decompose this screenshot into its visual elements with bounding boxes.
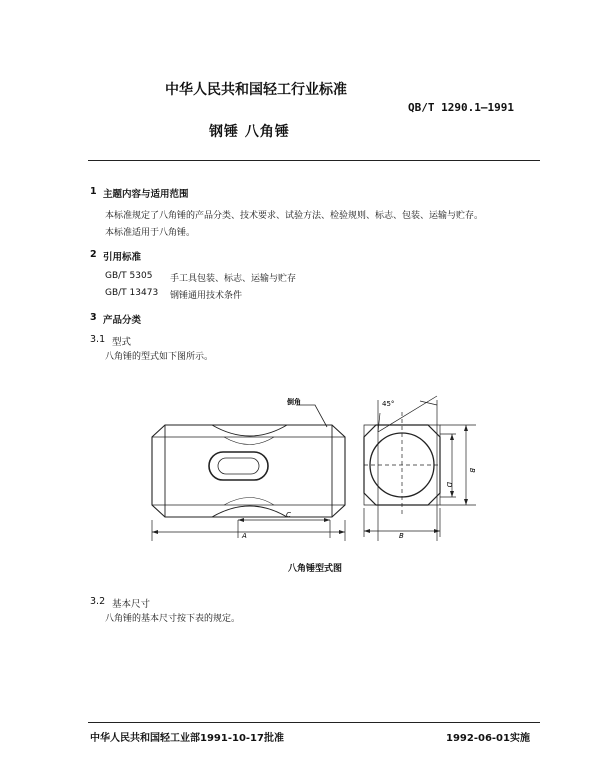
reference-2-title: 钢锤通用技术条件 <box>170 291 243 301</box>
dimension-b-side-label: B <box>468 468 476 473</box>
section-1-paragraph-2: 本标准适用于八角锤。 <box>105 228 196 238</box>
section-1-title: 主题内容与适用范围 <box>103 189 189 200</box>
reference-1-code: GB/T 5305 <box>105 271 153 281</box>
dimension-b-bottom-label: B <box>399 532 404 540</box>
dimension-c-label: C <box>286 511 291 519</box>
section-3-1-paragraph: 八角锤的型式如下图所示。 <box>105 352 214 362</box>
section-2-number: 2 <box>90 249 97 260</box>
dimension-a-label: A <box>242 532 247 540</box>
section-3-number: 3 <box>90 312 97 323</box>
section-1-number: 1 <box>90 186 97 197</box>
page-title: 钢锤 八角锤 <box>209 124 290 140</box>
bevel-label: 倒角 <box>287 398 301 406</box>
standard-code: QB/T 1290.1—1991 <box>408 101 514 114</box>
figure-caption: 八角锤型式图 <box>288 564 343 574</box>
effective-date: 1992-06-01实施 <box>446 733 530 744</box>
section-3-1-title: 型式 <box>112 337 132 348</box>
hammer-side-outline <box>152 425 345 517</box>
approval-line: 中华人民共和国轻工业部1991-10-17批准 <box>90 733 284 744</box>
dimension-d-label: D <box>445 482 453 488</box>
section-1-paragraph-1: 本标准规定了八角锤的产品分类、技术要求、试验方法、检验规则、标志、包装、运输与贮存。 <box>105 211 484 221</box>
section-3-title: 产品分类 <box>103 315 142 326</box>
reference-1-title: 手工具包装、标志、运输与贮存 <box>170 274 297 284</box>
section-3-2-title: 基本尺寸 <box>112 599 151 610</box>
issuing-authority-heading: 中华人民共和国轻工行业标准 <box>165 82 347 98</box>
section-3-1-number: 3.1 <box>90 334 106 345</box>
section-3-2-number: 3.2 <box>90 596 106 607</box>
reference-2-code: GB/T 13473 <box>105 288 159 298</box>
footer-divider <box>88 722 540 723</box>
section-3-2-paragraph: 八角锤的基本尺寸按下表的规定。 <box>105 614 241 624</box>
angle-label: 45° <box>382 400 395 408</box>
section-2-title: 引用标准 <box>103 252 142 263</box>
